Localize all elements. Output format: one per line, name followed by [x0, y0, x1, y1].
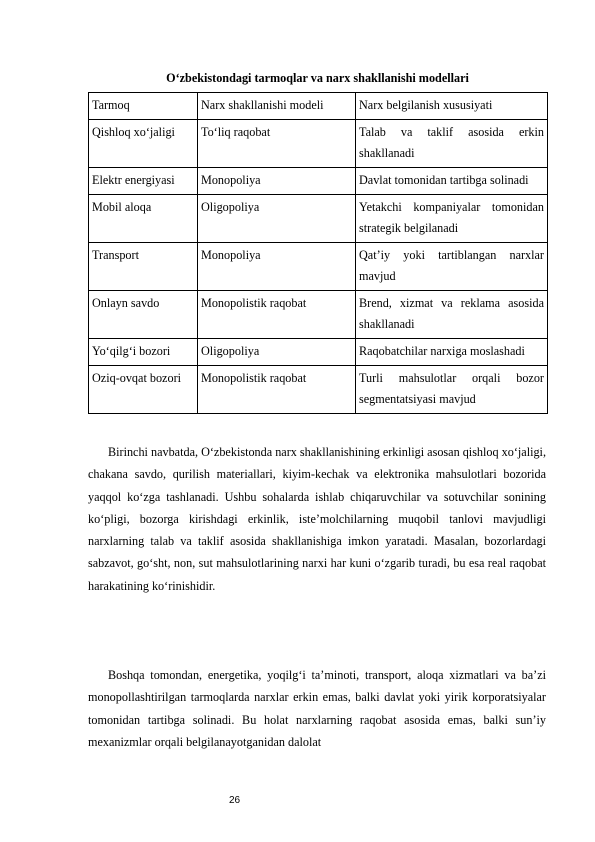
table-cell: Oziq-ovqat bozori: [89, 366, 198, 414]
table-cell: Monopolistik raqobat: [198, 291, 356, 339]
table-cell: Onlayn savdo: [89, 291, 198, 339]
header-cell: Tarmoq: [89, 93, 198, 120]
table-cell: Qishloq xo‘jaligi: [89, 120, 198, 168]
table-cell: Monopoliya: [198, 243, 356, 291]
table-cell: Elektr energiyasi: [89, 168, 198, 195]
body-paragraph: Birinchi navbatda, O‘zbekistonda narx shakllanishining erkinligi asosan qishloq xo‘jaligi, chakana savdo, qurilish materiallari, kiyim-kechak va elektronika mahsulotlari bozorida yaqqol ko‘zga tashlanadi. Ushbu sohalarda ishlab chiqaruvchilar va sotuvchilar sonining ko‘pligi, bozorga kirishdagi erkinlik, iste’molchilarning muqobil tanlovi mavjudligi narxlarning talab va taklif asosida shakllanishiga imkon yaratadi. Masalan, bozorlardagi sabzavot, go‘sht, non, sut mahsulotlarining narxi har kuni o‘zgarib turadi, bu esa real raqobat harakatining ko‘rinishidir.: [88, 445, 546, 593]
table-cell: Turli mahsulotlar orqali bozor segmentatsiyasi mavjud: [356, 366, 548, 414]
table-cell: Mobil aloqa: [89, 195, 198, 243]
table-cell: Oligopoliya: [198, 195, 356, 243]
table-header-row: [89, 93, 548, 120]
table-row: [89, 168, 548, 195]
table-cell: Transport: [89, 243, 198, 291]
table-row: [89, 120, 548, 168]
table-title: O‘zbekistondagi tarmoqlar va narx shakllanishi modellari: [166, 71, 469, 85]
table-cell: To‘liq raqobat: [198, 120, 356, 168]
table-cell: Yetakchi kompaniyalar tomonidan strategik belgilanadi: [356, 195, 548, 243]
table-cell: Davlat tomonidan tartibga solinadi: [356, 168, 548, 195]
table-row: [89, 195, 548, 243]
table-cell: Monopolistik raqobat: [198, 366, 356, 414]
table-cell: Qat’iy yoki tartiblangan narxlar mavjud: [356, 243, 548, 291]
table-cell: Brend, xizmat va reklama asosida shakllanadi: [356, 291, 548, 339]
table-cell: Oligopoliya: [198, 339, 356, 366]
table-row: [89, 339, 548, 366]
page-number: 26: [229, 795, 241, 806]
header-cell: Narx belgilanish xususiyati: [356, 93, 548, 120]
table-cell: Yo‘qilg‘i bozori: [89, 339, 198, 366]
table-cell: Monopoliya: [198, 168, 356, 195]
table-row: [89, 366, 548, 414]
table-row: [89, 291, 548, 339]
pricing-models-table: [88, 92, 548, 414]
table-cell: Raqobatchilar narxiga moslashadi: [356, 339, 548, 366]
table-cell: Talab va taklif asosida erkin shakllanadi: [356, 120, 548, 168]
table-row: [89, 243, 548, 291]
body-paragraph: Boshqa tomondan, energetika, yoqilg‘i ta’minoti, transport, aloqa xizmatlari va ba’zi monopollashtirilgan tarmoqlarda narxlar erkin emas, balki davlat yoki yirik korporatsiyalar tomonidan tartibga solinadi. Bu holat narxlarning raqobat asosida emas, balki sun’iy mexanizmlar orqali belgilanayotganidan dalolat: [88, 668, 546, 749]
header-cell: Narx shakllanishi modeli: [198, 93, 356, 120]
